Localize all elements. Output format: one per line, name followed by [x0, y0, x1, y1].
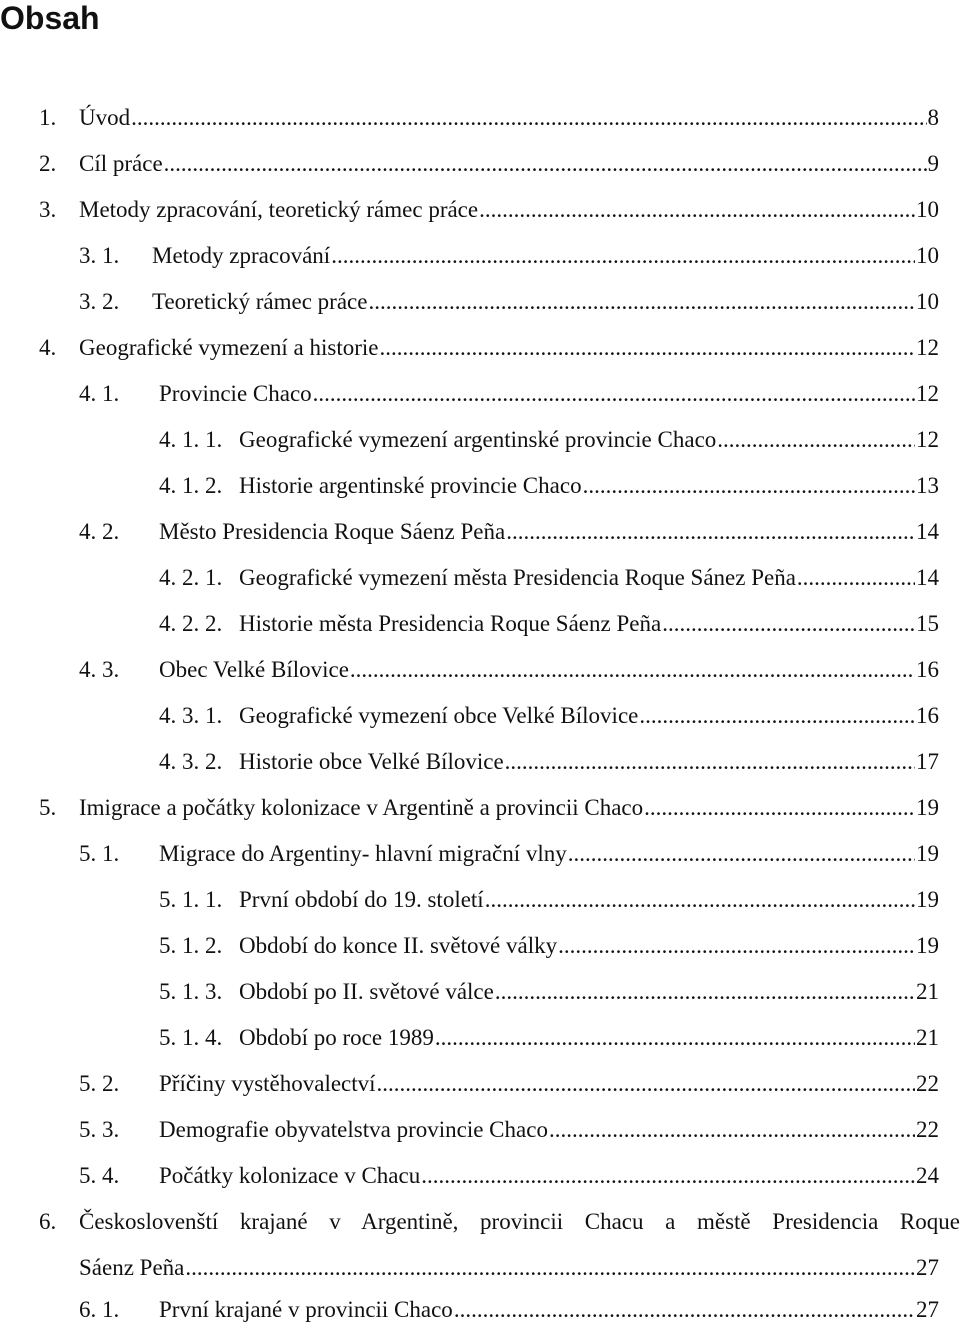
- toc-entry-number: 4. 1.: [79, 381, 120, 406]
- toc-leader-dots: [331, 239, 915, 273]
- toc-entry-title: Provincie Chaco: [159, 381, 312, 406]
- toc-leader-dots: [454, 1293, 915, 1327]
- toc-leader-dots: [479, 193, 915, 227]
- toc-entry-page: 16: [916, 657, 939, 682]
- toc-leader-dots: [662, 607, 915, 641]
- toc-entry-title: Geografické vymezení argentinské provincie Chaco: [239, 427, 717, 452]
- toc-entry-title: Příčiny vystěhovalectví: [159, 1071, 376, 1096]
- toc-leader-dots: [583, 469, 915, 503]
- toc-entry-number: 5. 1. 3.: [159, 979, 223, 1004]
- toc-entry-page: 27: [916, 1255, 939, 1280]
- toc-entry-number: 5. 4.: [79, 1163, 120, 1188]
- toc-entry-number: 4. 3. 1.: [159, 703, 223, 728]
- toc-entry-title: Období po roce 1989: [239, 1025, 434, 1050]
- toc-leader-dots: [495, 975, 915, 1009]
- toc-entry[interactable]: [79, 515, 939, 549]
- toc-entry-page: 24: [916, 1163, 939, 1188]
- toc-entry[interactable]: [39, 193, 939, 227]
- toc-entry-page: 10: [916, 243, 939, 268]
- toc-entry[interactable]: [159, 607, 939, 641]
- toc-entry-page: 22: [916, 1117, 939, 1142]
- toc-entry-page: 14: [916, 519, 939, 544]
- toc-entry-title: Obec Velké Bílovice: [159, 657, 349, 682]
- toc-entry-number: 5. 2.: [79, 1071, 120, 1096]
- toc-leader-dots: [164, 147, 927, 181]
- toc-entry-title: Imigrace a počátky kolonizace v Argentině a provincii Chaco: [79, 795, 644, 820]
- toc-entry-page: 21: [916, 1025, 939, 1050]
- toc-entry-number: 3. 1.: [79, 243, 120, 268]
- toc-entry-page: 9: [927, 151, 939, 176]
- toc-leader-dots: [185, 1251, 915, 1285]
- toc-entry-title: Geografické vymezení a historie: [79, 335, 379, 360]
- toc-entry-number: 5. 1. 1.: [159, 887, 223, 912]
- toc-entry-page: 16: [916, 703, 939, 728]
- toc-entry-page: 13: [916, 473, 939, 498]
- toc-entry-page: 22: [916, 1071, 939, 1096]
- toc-entry-number: 4. 3.: [79, 657, 120, 682]
- toc-entry-title: Historie obce Velké Bílovice: [239, 749, 504, 774]
- toc-entry-title-continued: Sáenz Peña: [79, 1255, 185, 1280]
- toc-entry-title: Metody zpracování, teoretický rámec práce: [79, 197, 479, 222]
- toc-entry[interactable]: [79, 377, 939, 411]
- toc-leader-dots: [131, 101, 926, 135]
- toc-entry[interactable]: [159, 561, 939, 595]
- toc-entry-title: Cíl práce: [79, 151, 163, 176]
- toc-leader-dots: [380, 331, 915, 365]
- toc-entry[interactable]: [159, 745, 939, 779]
- toc-entry-number: 5. 1. 2.: [159, 933, 223, 958]
- toc-entry-title: Geografické vymezení obce Velké Bílovice: [239, 703, 639, 728]
- toc-leader-dots: [639, 699, 915, 733]
- toc-leader-dots: [797, 561, 915, 595]
- toc-entry-number: 5. 1.: [79, 841, 120, 866]
- toc-entry-title: Období do konce II. světové války: [239, 933, 558, 958]
- toc-entry[interactable]: [39, 331, 939, 365]
- toc-entry-number: 4. 2. 1.: [159, 565, 223, 590]
- toc-entry[interactable]: [159, 469, 939, 503]
- toc-entry[interactable]: [159, 423, 939, 457]
- toc-entry-page: 15: [916, 611, 939, 636]
- toc-entry-number: 3. 2.: [79, 289, 120, 314]
- toc-entry-number: 4.: [39, 335, 57, 360]
- toc-entry[interactable]: [79, 837, 939, 871]
- toc-entry[interactable]: [79, 285, 939, 319]
- toc-entry[interactable]: [39, 147, 939, 181]
- toc-leader-dots: [421, 1159, 915, 1193]
- toc-entry-number: 1.: [39, 105, 57, 130]
- toc-entry-page: 19: [916, 795, 939, 820]
- toc-entry[interactable]: [79, 1293, 939, 1327]
- toc-entry-page: 17: [916, 749, 939, 774]
- toc-entry-title: První období do 19. století: [239, 887, 484, 912]
- toc-leader-dots: [644, 791, 915, 825]
- toc-leader-dots: [717, 423, 915, 457]
- toc-entry-title: První krajané v provincii Chaco: [159, 1297, 453, 1322]
- toc-entry-page: 10: [916, 289, 939, 314]
- toc-entry[interactable]: [39, 791, 939, 825]
- page-title: Obsah: [0, 0, 100, 36]
- toc-entry-title: Migrace do Argentiny- hlavní migrační vlny: [159, 841, 567, 866]
- toc-entry-title: Město Presidencia Roque Sáenz Peña: [159, 519, 506, 544]
- toc-entry[interactable]: [159, 883, 939, 917]
- toc-entry-page: 10: [916, 197, 939, 222]
- toc-entry[interactable]: [79, 1113, 939, 1147]
- toc-entry[interactable]: [79, 653, 939, 687]
- toc-entry-continuation: [79, 1251, 939, 1285]
- toc-entry[interactable]: [159, 975, 939, 1009]
- toc-entry-number: 5.: [39, 795, 57, 820]
- toc-entry-title: Teoretický rámec práce: [152, 289, 368, 314]
- toc-entry-page: 8: [927, 105, 939, 130]
- toc-leader-dots: [485, 883, 915, 917]
- toc-entry-title: Historie města Presidencia Roque Sáenz Peña: [239, 611, 662, 636]
- toc-entry[interactable]: [79, 239, 939, 273]
- toc-entry-page: 21: [916, 979, 939, 1004]
- toc-entry-number: 5. 1. 4.: [159, 1025, 223, 1050]
- toc-entry[interactable]: [159, 929, 939, 963]
- toc-entry-page: 19: [916, 841, 939, 866]
- toc-entry-page: 14: [916, 565, 939, 590]
- toc-entry[interactable]: [159, 699, 939, 733]
- toc-leader-dots: [350, 653, 915, 687]
- toc-leader-dots: [505, 745, 915, 779]
- toc-entry[interactable]: [79, 1067, 939, 1101]
- toc-entry-number: 3.: [39, 197, 57, 222]
- toc-entry-title: Počátky kolonizace v Chacu: [159, 1163, 421, 1188]
- toc-leader-dots: [568, 837, 915, 871]
- toc-entry-number: 4. 3. 2.: [159, 749, 223, 774]
- toc-entry-number: 4. 1. 2.: [159, 473, 223, 498]
- toc-entry-number: 4. 1. 1.: [159, 427, 223, 452]
- toc-entry-title: Demografie obyvatelstva provincie Chaco: [159, 1117, 548, 1142]
- toc-leader-dots: [313, 377, 915, 411]
- toc-entry-number: 4. 2. 2.: [159, 611, 223, 636]
- toc-entry[interactable]: [79, 1159, 939, 1193]
- toc-leader-dots: [435, 1021, 915, 1055]
- toc-entry-page: 12: [916, 335, 939, 360]
- toc-entry-page: 19: [916, 887, 939, 912]
- toc-entry-title: Úvod: [79, 105, 131, 130]
- toc-entry-title: Období po II. světové válce: [239, 979, 494, 1004]
- toc-entry[interactable]: [159, 1021, 939, 1055]
- toc-entry-page: 19: [916, 933, 939, 958]
- toc-entry-number: 4. 2.: [79, 519, 120, 544]
- toc-leader-dots: [549, 1113, 915, 1147]
- toc-entry-number: 5. 3.: [79, 1117, 120, 1142]
- toc-entry-number: 2.: [39, 151, 57, 176]
- toc-entry-number: 6. 1.: [79, 1297, 120, 1322]
- toc-entry-number: 6.: [39, 1209, 57, 1234]
- toc-entry-title: Metody zpracování: [152, 243, 331, 268]
- toc-entry-title: Geografické vymezení města Presidencia Roque Sánez Peña: [239, 565, 796, 590]
- toc-entry-page: 12: [916, 427, 939, 452]
- toc-leader-dots: [506, 515, 915, 549]
- toc-entry-page: 12: [916, 381, 939, 406]
- toc-leader-dots: [368, 285, 915, 319]
- toc-entry-page: 27: [916, 1297, 939, 1322]
- toc-entry[interactable]: [39, 101, 939, 135]
- toc-entry-title: Historie argentinské provincie Chaco: [239, 473, 582, 498]
- toc-entry-title: Českoslovenští krajané v Argentině, provincii Chacu a městě Presidencia Roque: [79, 1209, 960, 1234]
- toc-leader-dots: [377, 1067, 915, 1101]
- toc-leader-dots: [558, 929, 915, 963]
